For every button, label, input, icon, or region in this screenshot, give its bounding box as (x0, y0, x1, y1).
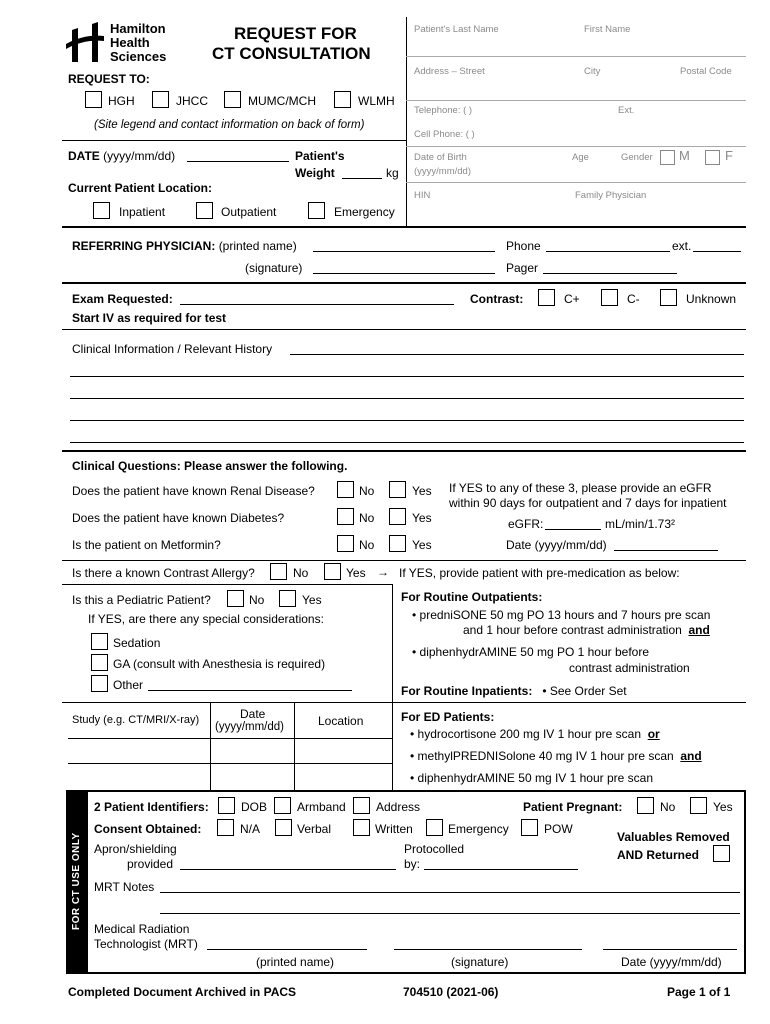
age-label: Age (572, 152, 589, 163)
signature-field[interactable] (313, 261, 495, 274)
diabetes-no-label: No (359, 511, 375, 525)
referring-name-field[interactable] (313, 239, 495, 252)
consent-verbal-label: Verbal (297, 822, 332, 836)
pediatric-yes-checkbox[interactable] (279, 590, 296, 607)
protocolled-label: Protocolled (404, 842, 465, 856)
ed-med-1: • hydrocortisone 200 mg IV 1 hour pre scan or (410, 727, 660, 741)
clinical-line-3[interactable] (70, 386, 744, 399)
consent-na-checkbox[interactable] (217, 819, 234, 836)
q-diabetes: Does the patient have known Diabetes? (72, 511, 285, 525)
pediatric-no-checkbox[interactable] (227, 590, 244, 607)
location-outpatient-label: Outpatient (221, 205, 277, 219)
date-label-text: DATE (68, 149, 100, 163)
ct-use-only-label: FOR CT USE ONLY (71, 832, 82, 930)
phone-field[interactable] (546, 239, 670, 252)
outpatient-med-1: • predniSONE 50 mg PO 13 hours and 7 hours pre scan (412, 608, 711, 622)
phone-label: Phone (506, 239, 541, 253)
outpatient-med-2: • diphenhydrAMINE 50 mg PO 1 hour before (412, 645, 650, 659)
location-emergency-label: Emergency (334, 205, 395, 219)
diabetes-yes-checkbox[interactable] (389, 508, 406, 525)
other-checkbox[interactable] (91, 675, 108, 692)
mrt-date-label: Date (yyyy/mm/dd) (621, 955, 722, 969)
inpatients-order-set: See Order Set (549, 684, 627, 698)
mrt-signature-field[interactable] (394, 937, 582, 950)
outpatient-med-2-text: diphenhydrAMINE 50 mg PO 1 hour before (419, 645, 650, 659)
gender-label: Gender (621, 152, 653, 163)
pregnant-yes-label: Yes (713, 800, 733, 814)
mrt-printed-label: (printed name) (256, 955, 335, 969)
footer-form-number: 704510 (2021-06) (403, 985, 499, 999)
egfr-note-2: within 90 days for outpatient and 7 days for inpatient (449, 496, 727, 510)
contrast-unknown-checkbox[interactable] (660, 289, 677, 306)
mrt-signature-label: (signature) (451, 955, 509, 969)
pregnant-yes-checkbox[interactable] (690, 797, 707, 814)
start-iv-note: Start IV as required for test (72, 311, 227, 325)
renal-no-checkbox[interactable] (337, 481, 354, 498)
dob-label: Date of Birth (414, 152, 467, 163)
gender-m-checkbox[interactable] (660, 150, 675, 165)
allergy-yes-checkbox[interactable] (324, 563, 341, 580)
renal-yes-label: Yes (412, 484, 432, 498)
request-to-label: REQUEST TO: (68, 72, 150, 86)
inpatients-title: For Routine Inpatients: (401, 684, 533, 698)
study-location-header: Location (318, 714, 364, 728)
clinical-line-4[interactable] (70, 408, 744, 421)
clinical-line-5[interactable] (70, 430, 744, 443)
ed-med-3: • diphenhydrAMINE 50 mg IV 1 hour pre scan (410, 771, 654, 785)
pregnant-no-label: No (660, 800, 676, 814)
title-line2: CT CONSULTATION (212, 44, 371, 63)
clinical-info-label: Clinical Information / Relevant History (72, 342, 273, 356)
contrast-minus-label: C- (627, 292, 640, 306)
study-date-header: Date (240, 707, 266, 721)
renal-no-label: No (359, 484, 375, 498)
hhs-logo-icon (66, 22, 106, 64)
protocolled-by-field[interactable] (424, 857, 578, 870)
and-1: and (688, 623, 710, 637)
site-mumc-label: MUMC/MCH (248, 94, 316, 108)
footer-archived: Completed Document Archived in PACS (68, 985, 297, 999)
or-text: or (647, 727, 660, 741)
sedation-checkbox[interactable] (91, 633, 108, 650)
consent-emergency-label: Emergency (448, 822, 509, 836)
diabetes-yes-label: Yes (412, 511, 432, 525)
pregnant-label: Patient Pregnant: (523, 800, 623, 814)
id-dob-label: DOB (241, 800, 268, 814)
cell-label: Cell Phone: ( ) (414, 129, 475, 140)
mrt-notes-label: MRT Notes (94, 880, 155, 894)
logo-line2: Health (110, 35, 150, 50)
apron-label-2: provided (127, 857, 174, 871)
renal-yes-checkbox[interactable] (389, 481, 406, 498)
logo-line1: Hamilton (110, 21, 166, 36)
pager-label: Pager (506, 261, 539, 275)
pediatric-yes-label: Yes (302, 593, 322, 607)
site-mumc-checkbox[interactable] (224, 91, 241, 108)
date-format: (yyyy/mm/dd) (103, 149, 176, 163)
date-field[interactable] (187, 149, 289, 162)
id-address-checkbox[interactable] (353, 797, 370, 814)
outpatients-title: For Routine Outpatients: (401, 590, 543, 604)
location-inpatient-label: Inpatient (119, 205, 166, 219)
metformin-yes-label: Yes (412, 538, 432, 552)
valuables-label-1: Valuables Removed (617, 830, 730, 844)
and-2: and (680, 749, 702, 763)
address-label: Address – Street (414, 66, 485, 77)
postal-label: Postal Code (680, 66, 732, 77)
date-label (68, 149, 175, 163)
outpatient-med-1-text: predniSONE 50 mg PO 13 hours and 7 hours pre scan (419, 608, 711, 622)
egfr-field[interactable] (545, 517, 601, 530)
mrt-label-1: Medical Radiation (94, 922, 190, 936)
apron-field[interactable] (180, 857, 396, 870)
contrast-label: Contrast: (470, 292, 524, 306)
pediatric-considerations: If YES, are there any special considerations: (88, 612, 324, 626)
consent-written-checkbox[interactable] (353, 819, 370, 836)
consent-written-label: Written (375, 822, 413, 836)
patients-label: Patient's (295, 149, 345, 163)
metformin-no-label: No (359, 538, 375, 552)
q-allergy: Is there a known Contrast Allergy? (72, 566, 255, 580)
location-inpatient-checkbox[interactable] (93, 202, 110, 219)
contrast-unknown-label: Unknown (686, 292, 737, 306)
metformin-yes-checkbox[interactable] (389, 535, 406, 552)
hhs-logo (66, 22, 176, 66)
mrt-date-field[interactable] (603, 937, 737, 950)
mrt-name-field[interactable] (207, 937, 367, 950)
clinical-info-field[interactable] (290, 342, 744, 355)
ga-label: GA (consult with Anesthesia is required) (113, 657, 326, 671)
diabetes-no-checkbox[interactable] (337, 508, 354, 525)
questions-title: Clinical Questions: Please answer the following. (72, 459, 348, 473)
valuables-label-2: AND Returned (617, 848, 700, 862)
ed-med-1-text: hydrocortisone 200 mg IV 1 hour pre scan (417, 727, 642, 741)
q-metformin: Is the patient on Metformin? (72, 538, 221, 552)
allergy-yes-note: If YES, provide patient with pre-medication as below: (399, 566, 680, 580)
id-address-label: Address (376, 800, 421, 814)
ga-checkbox[interactable] (91, 654, 108, 671)
mrt-notes-field[interactable] (160, 880, 740, 893)
consent-na-label: N/A (240, 822, 261, 836)
consent-pow-label: POW (544, 822, 573, 836)
allergy-no-label: No (293, 566, 309, 580)
logo-line3: Sciences (110, 49, 167, 64)
identifiers-label: 2 Patient Identifiers: (94, 800, 209, 814)
contrast-plus-label: C+ (564, 292, 580, 306)
patient-first-name-label: First Name (584, 24, 631, 35)
weight-field[interactable] (342, 166, 382, 179)
egfr-date-field[interactable] (614, 538, 718, 551)
ext-field[interactable] (693, 239, 741, 252)
city-label: City (584, 66, 601, 77)
referring-label (72, 239, 297, 253)
site-jhcc-label: JHCC (176, 94, 208, 108)
referring-printed: (printed name) (218, 239, 297, 253)
dob-format: (yyyy/mm/dd) (414, 166, 471, 177)
pediatric-no-label: No (249, 593, 265, 607)
q-pediatric: Is this a Pediatric Patient? (72, 593, 211, 607)
metformin-no-checkbox[interactable] (337, 535, 354, 552)
kg-label: kg (386, 166, 399, 180)
id-armband-checkbox[interactable] (274, 797, 291, 814)
allergy-no-checkbox[interactable] (270, 563, 287, 580)
outpatient-med-2b: contrast administration (569, 661, 690, 675)
ext-referring-label: ext. (672, 239, 692, 253)
consent-verbal-checkbox[interactable] (275, 819, 292, 836)
study-col-header: Study (e.g. CT/MRI/X-ray) (72, 714, 200, 726)
ed-med-2-text: methylPREDNISolone 40 mg IV 1 hour pre scan (417, 749, 674, 763)
gender-f-label: F (725, 148, 733, 163)
ed-title: For ED Patients: (401, 710, 495, 724)
signature-label: (signature) (245, 261, 303, 275)
allergy-yes-label: Yes (346, 566, 366, 580)
telephone-label: Telephone: ( ) (414, 105, 473, 116)
inpatients-row: For Routine Inpatients: • See Order Set (401, 684, 627, 698)
q-renal: Does the patient have known Renal Disease? (72, 484, 315, 498)
exam-label: Exam Requested: (72, 292, 173, 306)
egfr-date-label: Date (yyyy/mm/dd) (506, 538, 607, 552)
id-armband-label: Armband (297, 800, 346, 814)
site-jhcc-checkbox[interactable] (152, 91, 169, 108)
location-label: Current Patient Location: (68, 181, 213, 195)
valuables-checkbox[interactable] (713, 845, 730, 862)
sedation-label: Sedation (113, 636, 161, 650)
consent-pow-checkbox[interactable] (521, 819, 538, 836)
site-wlmh-label: WLMH (358, 94, 395, 108)
mrt-notes-line-2[interactable] (160, 901, 740, 914)
site-wlmh-checkbox[interactable] (334, 91, 351, 108)
pager-field[interactable] (543, 261, 677, 274)
location-emergency-checkbox[interactable] (308, 202, 325, 219)
site-hgh-label: HGH (108, 94, 135, 108)
gender-m-label: M (679, 148, 690, 163)
mrt-label-2: Technologist (MRT) (94, 937, 198, 951)
family-physician-label: Family Physician (575, 190, 647, 201)
apron-label-1: Apron/shielding (94, 842, 177, 856)
exam-field[interactable] (180, 292, 454, 305)
consent-label: Consent Obtained: (94, 822, 202, 836)
location-outpatient-checkbox[interactable] (196, 202, 213, 219)
site-legend-note: (Site legend and contact information on back of form) (94, 119, 365, 131)
arrow-icon: → (377, 565, 389, 579)
footer-page: Page 1 of 1 (667, 985, 731, 999)
outpatient-med-1b-text: and 1 hour before contrast administration (463, 623, 682, 637)
consent-emergency-checkbox[interactable] (426, 819, 443, 836)
protocolled-by-label: by: (404, 857, 421, 871)
study-date-format: (yyyy/mm/dd) (215, 721, 284, 733)
pregnant-no-checkbox[interactable] (637, 797, 654, 814)
other-field[interactable] (148, 678, 352, 691)
egfr-unit: mL/min/1.73² (605, 517, 676, 531)
egfr-label: eGFR: (508, 517, 544, 531)
ed-med-3-text: diphenhydrAMINE 50 mg IV 1 hour pre scan (417, 771, 654, 785)
contrast-minus-checkbox[interactable] (601, 289, 618, 306)
ed-med-2: • methylPREDNISolone 40 mg IV 1 hour pre scan and (410, 749, 702, 763)
outpatient-med-1b (463, 623, 710, 637)
weight-label: Weight (295, 166, 335, 180)
contrast-plus-checkbox[interactable] (538, 289, 555, 306)
egfr-note-1: If YES to any of these 3, please provide an eGFR (449, 481, 712, 495)
ext-label: Ext. (618, 105, 635, 116)
gender-f-checkbox[interactable] (705, 150, 720, 165)
other-label: Other (113, 678, 144, 692)
patient-last-name-label: Patient's Last Name (414, 24, 499, 35)
site-hgh-checkbox[interactable] (85, 91, 102, 108)
id-dob-checkbox[interactable] (218, 797, 235, 814)
clinical-line-2[interactable] (70, 364, 744, 377)
referring-label-text: REFERRING PHYSICIAN: (72, 239, 216, 253)
hin-label: HIN (414, 190, 431, 201)
title-line1: REQUEST FOR (234, 24, 357, 43)
